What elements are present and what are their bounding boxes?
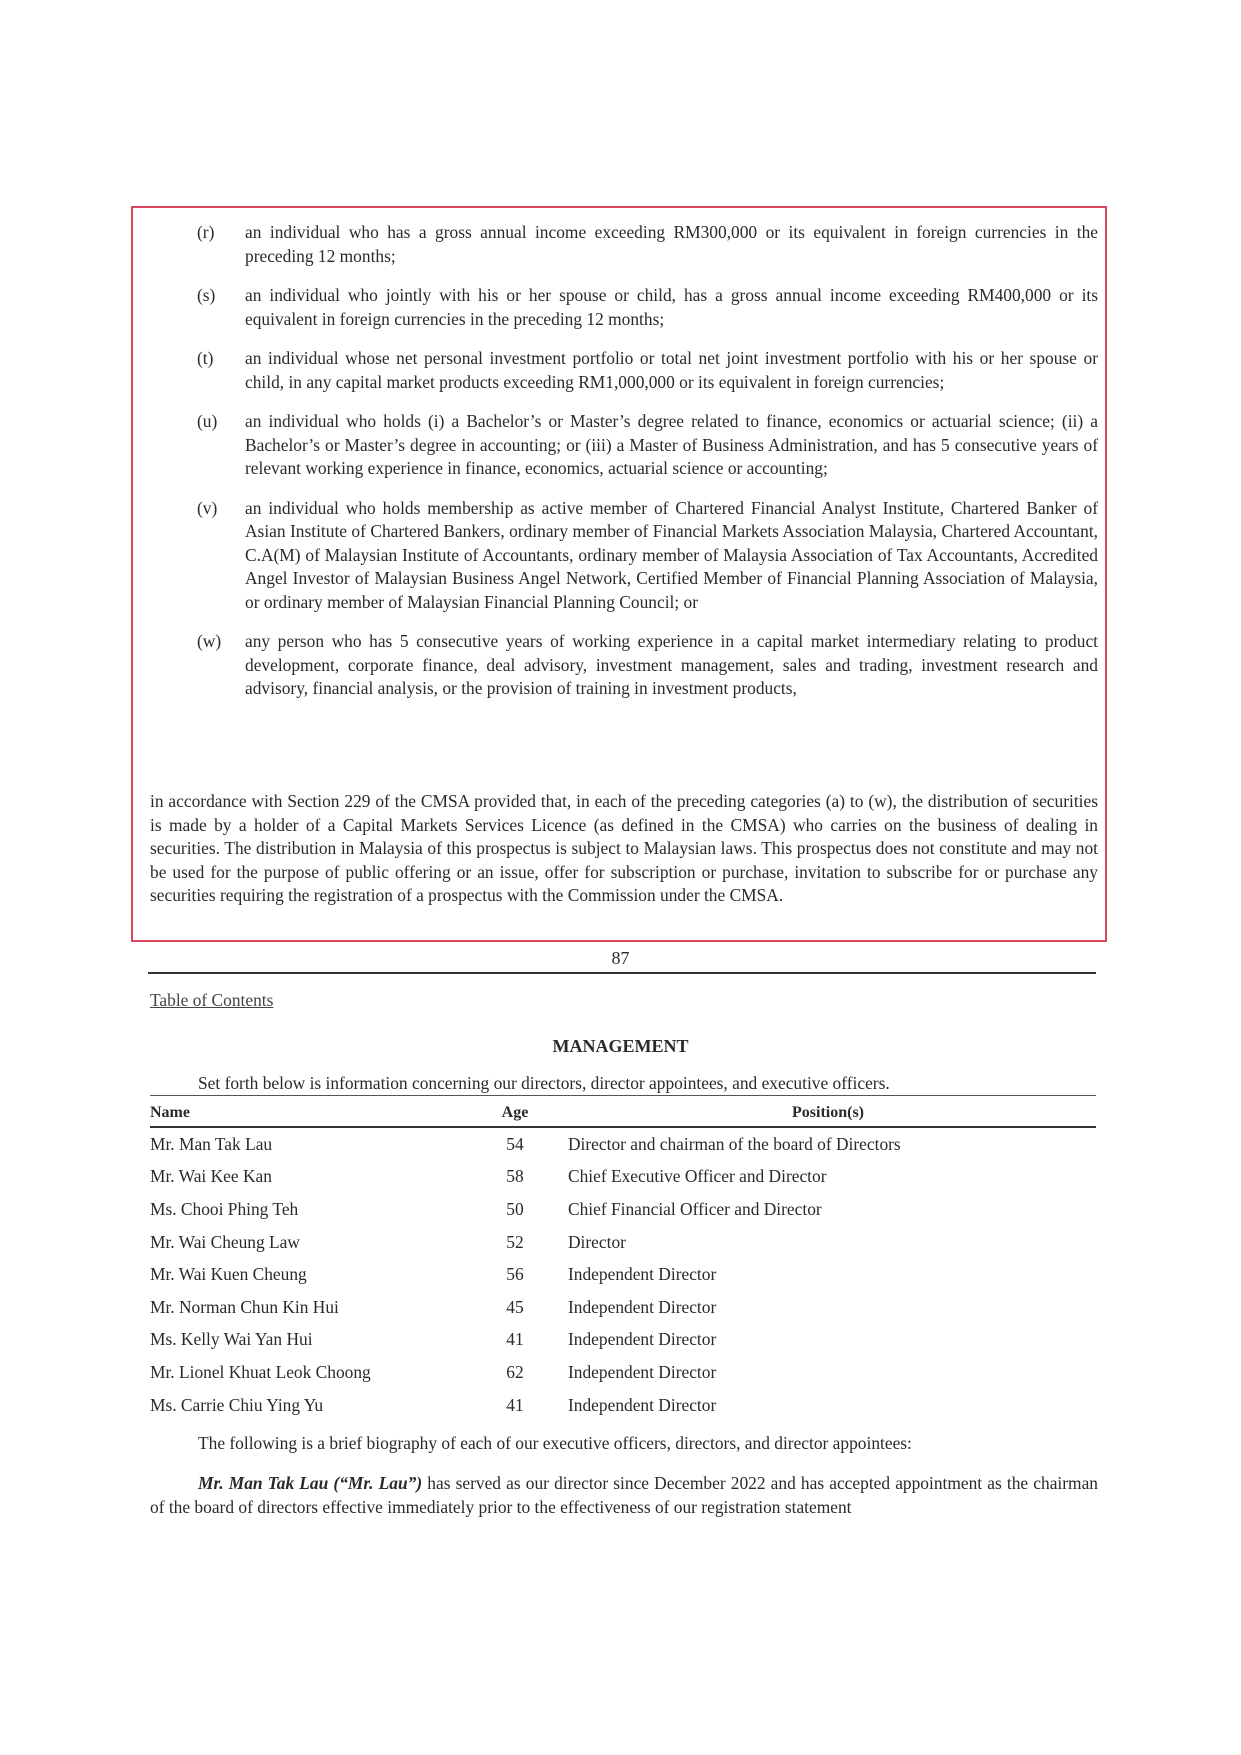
table-row xyxy=(150,1193,1096,1226)
table-of-contents-link[interactable]: Table of Contents xyxy=(150,990,274,1010)
cell-position: Director xyxy=(568,1231,626,1252)
list-item xyxy=(150,347,1098,394)
cell-age: 58 xyxy=(506,1166,524,1187)
table-row xyxy=(150,1324,1096,1357)
item-marker: (v) xyxy=(197,497,218,518)
cell-age: 41 xyxy=(506,1394,524,1415)
cell-age: 50 xyxy=(506,1198,524,1219)
cell-name: Ms. Carrie Chiu Ying Yu xyxy=(150,1394,324,1415)
item-marker: (r) xyxy=(197,222,215,242)
bio-intro: The following is a brief biography of each of our executive officers, directors, and director appointees: xyxy=(198,1433,912,1453)
cell-name: Mr. Wai Kee Kan xyxy=(150,1166,272,1187)
page-number: 87 xyxy=(611,948,630,968)
cell-name: Mr. Norman Chun Kin Hui xyxy=(150,1296,339,1317)
section-title: MANAGEMENT xyxy=(552,1036,689,1056)
cell-position: Independent Director xyxy=(568,1329,717,1350)
management-table xyxy=(150,1100,1096,1421)
table-row xyxy=(150,1127,1096,1161)
item-marker: (w) xyxy=(197,631,222,651)
cell-age: 62 xyxy=(506,1361,524,1382)
item-text: an individual who has a gross annual income exceeding RM300,000 or its equivalent in foreign currencies in the preceding 12 months; xyxy=(245,222,1098,266)
divider xyxy=(150,1095,1096,1096)
item-text: any person who has 5 consecutive years of working experience in a capital market intermediary relating to product development, corporate finance, deal advisory, investment management, sales and trading, investment research and advisory, financial analysis, or the provision of training in investment products, xyxy=(245,631,1098,698)
item-text: an individual who jointly with his or her spouse or child, has a gross annual income exceeding RM400,000 or its equivalent in foreign currencies in the preceding 12 months; xyxy=(245,285,1098,329)
cell-name: Ms. Kelly Wai Yan Hui xyxy=(150,1329,313,1350)
cell-name: Mr. Man Tak Lau xyxy=(150,1133,273,1154)
cell-age: 41 xyxy=(506,1329,524,1350)
table-row xyxy=(150,1291,1096,1324)
table-row xyxy=(150,1356,1096,1389)
cell-name: Mr. Wai Kuen Cheung xyxy=(150,1264,307,1285)
cell-name: Ms. Chooi Phing Teh xyxy=(150,1198,299,1219)
header-position: Position(s) xyxy=(560,1100,1096,1127)
list-item xyxy=(150,630,1098,701)
list-item xyxy=(150,410,1098,481)
cell-position: Chief Financial Officer and Director xyxy=(568,1198,822,1219)
bio-text: has served as our director since December 2022 and has accepted appointment as the chairman of the board of directors effective immediately prior to the effectiveness of our registration statement xyxy=(150,1473,1098,1517)
item-marker: (s) xyxy=(197,285,216,305)
cell-position: Independent Director xyxy=(568,1394,717,1415)
cell-position: Independent Director xyxy=(568,1296,717,1317)
cell-position: Independent Director xyxy=(568,1264,717,1285)
header-age: Age xyxy=(470,1100,560,1127)
cell-age: 45 xyxy=(506,1296,524,1317)
cell-position: Director and chairman of the board of Directors xyxy=(568,1133,901,1154)
table-row xyxy=(150,1389,1096,1422)
cell-name: Mr. Lionel Khuat Leok Choong xyxy=(150,1361,371,1382)
cell-age: 56 xyxy=(506,1264,524,1285)
cell-position: Chief Executive Officer and Director xyxy=(568,1166,827,1187)
cell-age: 54 xyxy=(506,1133,524,1154)
list-item xyxy=(150,221,1098,268)
item-text: an individual whose net personal investment portfolio or total net joint investment portfolio with his or her spouse or child, in any capital market products exceeding RM1,000,000 or its equivalent in foreign currencies; xyxy=(245,348,1098,392)
bio-paragraph xyxy=(150,1472,1098,1519)
closing-paragraph: in accordance with Section 229 of the CMSA provided that, in each of the preceding categories (a) to (w), the distribution of securities is made by a holder of a Capital Markets Services Licence (as defined in the CMSA) who carries on the business of dealing in securities. The distribution in Malaysia of this prospectus is subject to Malaysian laws. This prospectus does not constitute and may not be used for the purpose of public offering or an issue, offer for subscription or purchase, invitation to subscribe for or purchase any securities requiring the registration of a prospectus with the Commission under the CMSA. xyxy=(150,791,1098,905)
bio-name: Mr. Man Tak Lau (“Mr. Lau”) xyxy=(198,1473,423,1493)
cell-name: Mr. Wai Cheung Law xyxy=(150,1231,300,1252)
table-row xyxy=(150,1161,1096,1194)
header-name: Name xyxy=(150,1100,470,1127)
item-text: an individual who holds (i) a Bachelor’s or Master’s degree related to finance, economics or actuarial science; (ii) a Bachelor’s or Master’s degree in accounting; or (iii) a Master of Business Administration, and has 5 consecutive years of relevant working experience in finance, economics, actuarial science or accounting; xyxy=(245,411,1098,478)
list-item xyxy=(150,497,1098,615)
list-item xyxy=(150,284,1098,331)
item-text: an individual who holds membership as active member of Chartered Financial Analyst Institute, Chartered Banker of Asian Institute of Chartered Bankers, ordinary member of Financial Markets Association Malaysia, Chartered Accountant, C.A(M) of Malaysian Institute of Accountants, ordinary member of Malaysia Association of Tax Accountants, Accredited Angel Investor of Malaysian Business Angel Network, Certified Member of Financial Planning Association of Malaysia, or ordinary member of Malaysian Financial Planning Council; or xyxy=(245,497,1098,612)
intro-text: Set forth below is information concerning our directors, director appointees, and executive officers. xyxy=(198,1073,890,1093)
table-row xyxy=(150,1258,1096,1291)
table-row xyxy=(150,1226,1096,1259)
item-marker: (t) xyxy=(197,348,214,368)
cell-age: 52 xyxy=(506,1231,524,1252)
investor-criteria-list xyxy=(150,221,1098,717)
page-divider xyxy=(148,972,1096,974)
item-marker: (u) xyxy=(197,411,218,431)
cell-position: Independent Director xyxy=(568,1361,717,1382)
